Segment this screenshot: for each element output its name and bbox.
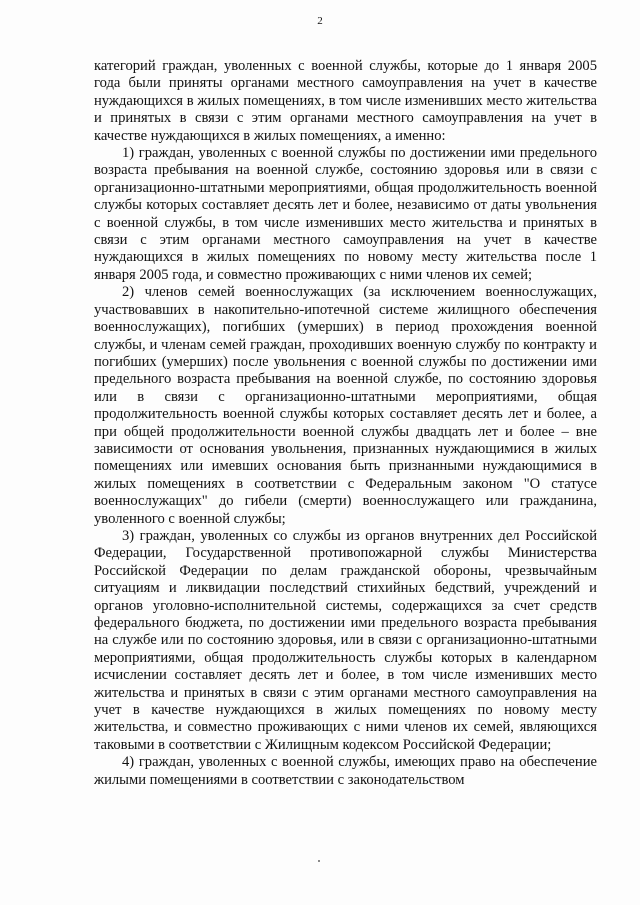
document-body [94, 58, 597, 789]
paragraph-item-4: 4) граждан, уволенных с военной службы, имеющих право на обеспечение жилыми помещениями в соответствии с законодательством [94, 754, 597, 788]
paragraph-item-1: 1) граждан, уволенных с военной службы по достижении ими предельного возраста пребывания на военной службе, состоянию здоровья или в связи с организационно-штатными мероприятиями, общая продолжительность военной службы которых составляет десять лет и более, независимо от даты увольнения с военной службы, в том числе изменивших место жительства и принятых в связи с этим органами местного самоуправления на учет в качестве нуждающихся в жилых помещениях по новому месту жительства после 1 января 2005 года, и совместно проживающих с ними членов их семей; [94, 145, 597, 283]
paragraph-item-2: 2) членов семей военнослужащих (за исключением военнослужащих, участвовавших в накопительно-ипотечной системе жилищного обеспечения военнослужащих), погибших (умерших) в период прохождения военной службы, и членам семей граждан, проходивших военную службу по контракту и погибших (умерших) после увольнения с военной службы по достижении ими предельного возраста пребывания на военной службе, по состоянию здоровья или в связи с организационно-штатными мероприятиями, общая продолжительность военной службы которых составляет десять лет и более, а при общей продолжительности военной службы двадцать лет и более – вне зависимости от основания увольнения, признанных нуждающимися в жилых помещениях или имевших основания быть признанными нуждающимися в жилых помещениях в соответствии с Федеральным законом "О статусе военнослужащих" до гибели (смерти) военнослужащего или гражданина, уволенного с военной службы; [94, 284, 597, 527]
scan-speck [318, 860, 320, 862]
page-number: 2 [317, 15, 323, 27]
paragraph-item-3: 3) граждан, уволенных со службы из органов внутренних дел Российской Федерации, Государственной противопожарной службы Министерства Российской Федерации по делам гражданской обороны, чрезвычайным ситуациям и ликвидации последствий стихийных бедствий, учреждений и органов уголовно-исполнительной системы, содержащихся за счет средств федерального бюджета, по достижении ими предельного возраста пребывания на службе или по состоянию здоровья, или в связи с организационно-штатными мероприятиями, общая продолжительность службы которых в календарном исчислении составляет десять лет и более, в том числе изменивших место жительства и принятых в связи с этим органами местного самоуправления на учет в качестве нуждающихся в жилых помещениях по новому месту жительства, и совместно проживающих с ними членов их семей, являющихся таковыми в соответствии с Жилищным кодексом Российской Федерации; [94, 527, 597, 753]
paragraph-intro: категорий граждан, уволенных с военной службы, которые до 1 января 2005 года были приняты органами местного самоуправления на учет в качестве нуждающихся в жилых помещениях, в том числе изменивших место жительства и принятых в связи с этим органами местного самоуправления на учет в качестве нуждающихся в жилых помещениях, а именно: [94, 58, 597, 144]
